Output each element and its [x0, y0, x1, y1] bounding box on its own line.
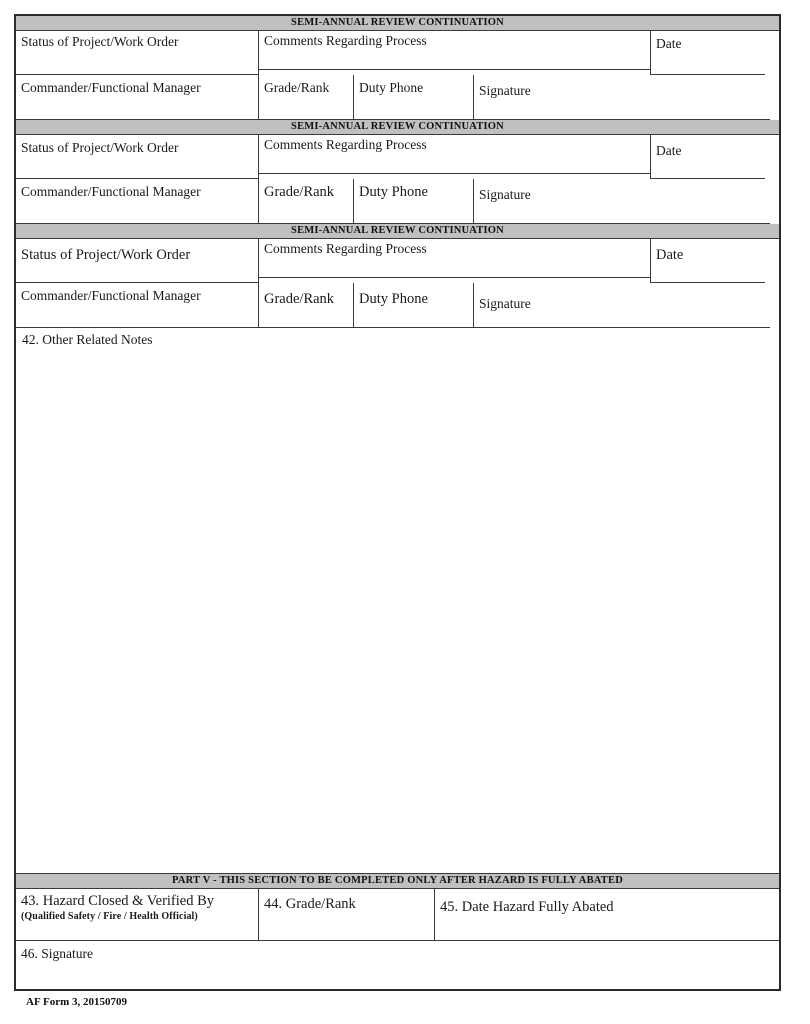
date-cell-3[interactable]: [651, 239, 765, 283]
hazard-closed-verified-by-sublabel: (Qualified Safety / Fire / Health Official): [21, 911, 198, 922]
duty-phone-label-3: Duty Phone: [359, 291, 428, 307]
form-footer-label: AF Form 3, 20150709: [26, 996, 128, 1008]
status-of-project-cell-2[interactable]: [16, 135, 259, 179]
comments-regarding-process-label-3: Comments Regarding Process: [264, 241, 427, 256]
comments-regarding-process-cell-3[interactable]: [259, 239, 651, 283]
commander-functional-manager-label-2: Commander/Functional Manager: [21, 184, 201, 199]
status-of-project-cell-1[interactable]: [16, 31, 259, 75]
date-label-1: Date: [656, 36, 682, 51]
grade-rank-cell-3[interactable]: [259, 283, 354, 328]
review-2-row-status: [16, 135, 779, 179]
duty-phone-cell-3[interactable]: [354, 283, 474, 328]
grade-rank-cell-1[interactable]: [259, 75, 354, 120]
section-header-review-1: SEMI-ANNUAL REVIEW CONTINUATION: [16, 16, 779, 31]
signature-label-2: Signature: [479, 187, 531, 202]
comments-regarding-process-cell-2[interactable]: [259, 135, 651, 179]
part-v-grade-rank-cell[interactable]: [259, 889, 435, 941]
grade-rank-label-3: Grade/Rank: [264, 291, 335, 307]
status-of-project-label-3: Status of Project/Work Order: [21, 247, 191, 263]
commander-functional-manager-cell-2[interactable]: [16, 179, 259, 224]
review-1-row-status: [16, 31, 779, 75]
status-of-project-cell-3[interactable]: [16, 239, 259, 283]
date-label-2: Date: [656, 143, 682, 158]
section-header-review-3: SEMI-ANNUAL REVIEW CONTINUATION: [16, 224, 779, 239]
review-1-row-commander: [16, 75, 779, 120]
comments-cell-rule-1: [259, 69, 650, 70]
part-v-grade-rank-label: 44. Grade/Rank: [264, 896, 356, 912]
commander-functional-manager-cell-3[interactable]: [16, 283, 259, 328]
signature-cell-2[interactable]: [474, 179, 770, 224]
status-of-project-label-1: Status of Project/Work Order: [21, 34, 179, 49]
part-v-row-signature: [16, 941, 779, 989]
signature-cell-1[interactable]: [474, 75, 770, 120]
form-footer: [14, 995, 781, 1009]
status-of-project-label-2: Status of Project/Work Order: [21, 140, 179, 155]
date-cell-2[interactable]: [651, 135, 765, 179]
hazard-closed-verified-by-label: 43. Hazard Closed & Verified By: [21, 893, 215, 909]
signature-label-3: Signature: [479, 296, 531, 311]
duty-phone-cell-1[interactable]: [354, 75, 474, 120]
af-form-3-frame: [14, 14, 781, 991]
comments-regarding-process-cell-1[interactable]: [259, 31, 651, 75]
other-related-notes-cell[interactable]: [16, 328, 779, 874]
review-3-row-status: [16, 239, 779, 283]
section-header-part-v: PART V - THIS SECTION TO BE COMPLETED ONLY AFTER HAZARD IS FULLY ABATED: [16, 874, 779, 889]
duty-phone-label-1: Duty Phone: [359, 80, 424, 95]
part-v-signature-cell[interactable]: [16, 941, 779, 989]
date-cell-1[interactable]: [651, 31, 765, 75]
review-3-row-commander: [16, 283, 779, 328]
hazard-closed-verified-by-cell[interactable]: [16, 889, 259, 941]
comments-cell-rule-3: [259, 277, 650, 278]
signature-label-1: Signature: [479, 83, 531, 98]
signature-cell-3[interactable]: [474, 283, 770, 328]
grade-rank-cell-2[interactable]: [259, 179, 354, 224]
commander-functional-manager-label-1: Commander/Functional Manager: [21, 80, 201, 95]
date-hazard-fully-abated-label: 45. Date Hazard Fully Abated: [440, 899, 614, 915]
other-related-notes-label: 42. Other Related Notes: [22, 332, 153, 347]
date-label-3: Date: [656, 247, 684, 263]
grade-rank-label-2: Grade/Rank: [264, 184, 335, 200]
commander-functional-manager-cell-1[interactable]: [16, 75, 259, 120]
section-header-review-2: SEMI-ANNUAL REVIEW CONTINUATION: [16, 120, 779, 135]
date-hazard-fully-abated-cell[interactable]: [435, 889, 779, 941]
duty-phone-label-2: Duty Phone: [359, 184, 428, 200]
comments-cell-rule-2: [259, 173, 650, 174]
part-v-signature-label: 46. Signature: [21, 946, 93, 961]
comments-regarding-process-label-1: Comments Regarding Process: [264, 33, 427, 48]
comments-regarding-process-label-2: Comments Regarding Process: [264, 137, 427, 152]
part-v-row-closure: [16, 889, 779, 941]
review-2-row-commander: [16, 179, 779, 224]
commander-functional-manager-label-3: Commander/Functional Manager: [21, 288, 201, 303]
duty-phone-cell-2[interactable]: [354, 179, 474, 224]
grade-rank-label-1: Grade/Rank: [264, 80, 330, 95]
